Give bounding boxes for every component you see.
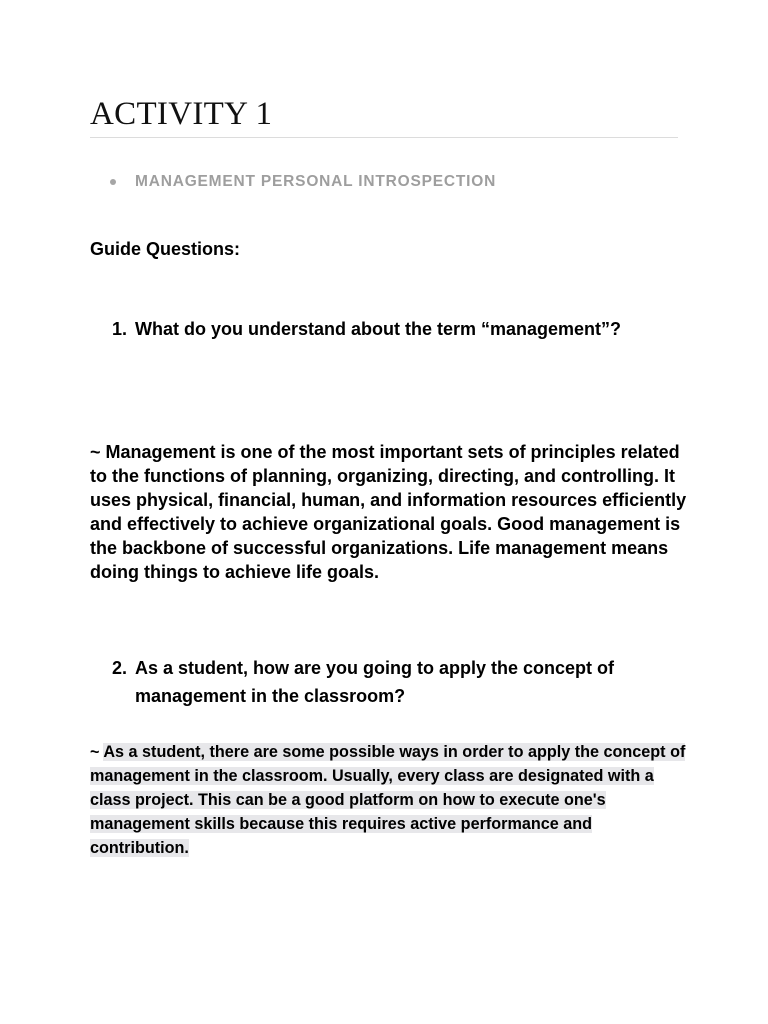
- question-number: 1.: [112, 319, 128, 339]
- bullet-icon: [110, 179, 116, 185]
- answer-2: [90, 740, 690, 860]
- question-number: 2.: [112, 658, 128, 678]
- answer-prefix: ~: [90, 743, 104, 761]
- guide-questions-heading: Guide Questions:: [90, 239, 241, 259]
- question-text: What do you understand about the term “management”?: [135, 319, 622, 339]
- section-subtitle: MANAGEMENT PERSONAL INTROSPECTION: [135, 173, 497, 190]
- question-text: As a student, how are you going to apply the concept of management in the classroom?: [135, 658, 615, 706]
- question-1: [112, 315, 692, 343]
- subtitle-list-item: [110, 170, 496, 194]
- answer-1: ~ Management is one of the most important sets of principles related to the functions of planning, organizing, directing, and controlling. It uses physical, financial, human, and information resources efficiently and effectively to achieve organizational goals. Good management is the backbone of successful organizations. Life management means doing things to achieve life goals.: [90, 442, 687, 582]
- highlighted-answer-text: As a student, there are some possible ways in order to apply the concept of management in the classroom. Usually, every class are designated with a class project. This can be a good platform on how to execute one's management skills because this requires active performance and contribution.: [90, 743, 686, 857]
- title-divider: [90, 137, 678, 138]
- question-2: [112, 654, 692, 710]
- page-title: ACTIVITY 1: [90, 96, 273, 132]
